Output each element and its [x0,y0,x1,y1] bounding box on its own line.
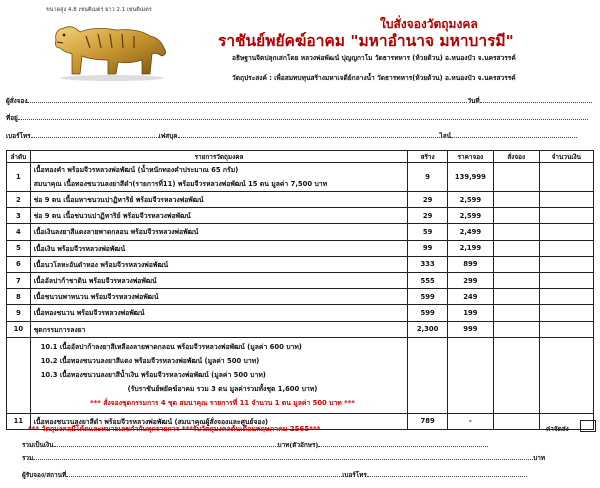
total-figure-field[interactable] [54,440,278,447]
set-details [30,337,408,413]
row-amount-cell[interactable] [539,289,593,305]
line-field[interactable] [451,131,577,138]
set-total-note: (รับราชันย์พยัคฆ์อาคม รวม 3 ตน มูลค่ารวมทั้งชุด 1,600 บาท) [127,385,318,394]
col-header-item: รายการวัตถุมงคล [30,151,408,163]
table-row [7,289,594,305]
main-title: ราชันย์พยัคฆ์อาคม "มหาอำนาจ มหาบารมี" [218,32,514,50]
table-row [7,240,594,256]
table-row [7,163,594,192]
row-item [30,163,408,192]
row-item: เนื้อทองชนวนลงยาสีดำ พร้อมจีวรหลวงพ่อพัฒน์ (สมนาคุณผู้สั่งจองและศูนย์จอง) [30,413,408,429]
shipping-label: ค่าจัดส่ง [546,425,569,433]
orderer-row [6,96,592,106]
table-header-row [7,151,594,163]
row-no: 9 [7,305,31,321]
row-qty: 99 [408,240,448,256]
row-qty: 2,300 [408,321,448,337]
row-order-cell[interactable] [493,192,539,208]
grand-total-field[interactable] [33,453,533,460]
purpose-line: วัตถุประสงค์ : เพื่อสมทบทุนสร้างมหาเจดีย์กลางน้ำ วัดธารทหาร(ห้วยด้วน) อ.หนองบัว จ.นครสวรรค์ [232,74,516,82]
set-promo: *** สั่งจองชุดกรรมการ 4 ชุด สมนาคุณ รายการที่ 11 จำนวน 1 ตน มูลค่า 500 บาท *** [90,399,355,408]
total-words-field[interactable] [318,440,488,447]
row-item: เนื้อชนวนพาหนวน พร้อมจีวรหลวงพ่อพัฒน์ [30,289,408,305]
receiver-label: ผู้รับจอง/สถานที่ [22,471,67,479]
row-amount-cell[interactable] [539,192,593,208]
row-item: เนื้ออัลปาก้าชาดิน พร้อมจีวรหลวงพ่อพัฒน์ [30,272,408,288]
row-price: - [447,413,493,429]
row-qty: 333 [408,256,448,272]
col-header-no: ลำดับ [7,151,31,163]
set-details-no-cell [7,337,31,413]
facebook-field[interactable] [178,131,440,138]
row-amount-cell[interactable] [539,256,593,272]
col-header-price: ราคาจอง [447,151,493,163]
row-item: ชุดกรรมการลงยา [30,321,408,337]
row-qty: 29 [408,208,448,224]
row-item-line1: เนื้อทองคำ พร้อมจีวรหลวงพ่อพัฒน์ (น้ำหนักทองคำประมาณ 65 กรัม) [33,166,239,174]
col-header-order: สั่งจอง [493,151,539,163]
baht-words-label: บาท(ตัวอักษร) [277,441,319,449]
set-item: 10.3 เนื้อทองชนวนลงยาสีน้ำเงิน พร้อมจีวรหลวงพ่อพัฒน์ (มูลค่า 500 บาท) [40,371,266,380]
row-price: 2,499 [447,224,493,240]
orderer-field[interactable] [27,96,467,103]
row-qty: 789 [408,413,448,429]
row-price: 199 [447,305,493,321]
total-in-words-label: รวมเป็นเงิน [22,441,54,449]
row-order-cell[interactable] [493,289,539,305]
address-field[interactable] [18,113,588,120]
address-label: ที่อยู่ [6,114,18,122]
tiger-amulet-image [46,18,174,82]
row-item: เนื้อนวโลหะอันดำหอง พร้อมจีวรหลวงพ่อพัฒน์ [30,256,408,272]
row-order-cell[interactable] [493,163,539,192]
baht-label: บาท [533,454,546,462]
row-no: 6 [7,256,31,272]
row-order-cell[interactable] [493,208,539,224]
phone-label: เบอร์โทร [6,132,31,140]
order-table [6,150,594,430]
row-no: 2 [7,192,31,208]
col-header-qty: สร้าง [408,151,448,163]
line-label: ไลน์ [439,132,452,140]
row-price: 139,999 [447,163,493,192]
row-price: 999 [447,321,493,337]
set-details-amount-cell [539,337,593,413]
row-amount-cell[interactable] [539,321,593,337]
set-details-qty-cell [408,337,448,413]
code-notice: *** วัตถุมงคลมีโค้ดและหมายเลขกำกับทุกรายการ ***รับวัตถุมงคลต้นเดือนพฤษภาคม 2565*** [28,425,321,433]
receiver-row [22,470,527,480]
table-row [7,224,594,240]
table-row [7,256,594,272]
row-price: 899 [447,256,493,272]
shipping-field[interactable] [580,420,596,432]
row-order-cell[interactable] [493,321,539,337]
set-details-price-cell [447,337,493,413]
row-no: 8 [7,289,31,305]
row-qty: 555 [408,272,448,288]
row-item-line2: สมนาคุณ เนื้อทองชนวนลงยาสีดำ(รายการที่11) พร้อมจีวรหลวงพ่อพัฒน์ 15 ตน มูลค่า 7,500 บาท [33,180,328,188]
row-no: 3 [7,208,31,224]
receiver-phone-field[interactable] [367,470,527,477]
form-title: ใบสั่งจองวัตถุมงคล [380,17,478,31]
receiver-field[interactable] [66,470,342,477]
row-item: ช่อ 9 ตน เนื้อชนวนปาฏิหาริย์ พร้อมจีวรหลวงพ่อพัฒน์ [30,208,408,224]
col-header-amount: จำนวนเงิน [539,151,593,163]
row-order-cell[interactable] [493,256,539,272]
row-qty: 29 [408,192,448,208]
table-row [7,192,594,208]
orderer-label: ผู้สั่งจอง [6,97,28,105]
row-item: เนื้อเงินลงยาสีแดงลายพาดกลอน พร้อมจีวรหลวงพ่อพัฒน์ [30,224,408,240]
row-item: ช่อ 9 ตน เนื้อมหาชนวนปาฏิหาริย์ พร้อมจีวรหลวงพ่อพัฒน์ [30,192,408,208]
date-label: วันที่ [467,97,480,105]
row-order-cell[interactable] [493,272,539,288]
table-row [7,272,594,288]
row-price: 249 [447,289,493,305]
row-price: 2,599 [447,208,493,224]
row-item: เนื้อเงิน พร้อมจีวรหลวงพ่อพัฒน์ [30,240,408,256]
grand-total-row [22,453,545,463]
total-row [22,440,488,450]
consecration-line: อธิษฐานจิตปลุกเสกโดย หลวงพ่อพัฒน์ ปุญญกาโม วัดธารทหาร (ห้วยด้วน) อ.หนองบัว จ.นครสวรรค์ [232,54,516,62]
row-order-cell[interactable] [493,240,539,256]
total-label: รวม [22,454,34,462]
set-details-row [7,337,594,413]
row-amount-cell[interactable] [539,224,593,240]
row-amount-cell[interactable] [539,305,593,321]
row-amount-cell[interactable] [539,240,593,256]
row-no: 1 [7,163,31,192]
phone-field[interactable] [31,131,159,138]
row-qty: 59 [408,224,448,240]
row-amount-cell[interactable] [539,163,593,192]
address-row [6,113,588,123]
row-no: 10 [7,321,31,337]
row-no: 5 [7,240,31,256]
date-field[interactable] [480,96,592,103]
table-row [7,208,594,224]
row-qty: 599 [408,289,448,305]
row-order-cell[interactable] [493,305,539,321]
row-price: 2,599 [447,192,493,208]
table-row [7,305,594,321]
row-item: เนื้อทองชนวน พร้อมจีวรหลวงพ่อพัฒน์ [30,305,408,321]
row-price: 2,199 [447,240,493,256]
row-price: 299 [447,272,493,288]
row-order-cell[interactable] [493,413,539,429]
facebook-label: เฟสบุค [158,132,178,140]
contact-row [6,131,577,141]
row-no: 11 [7,413,31,429]
table-row [7,321,594,337]
row-qty: 9 [408,163,448,192]
row-order-cell[interactable] [493,224,539,240]
row-no: 4 [7,224,31,240]
set-item: 10.1 เนื้ออัลปาก้าลงยาสีเหลืองลายพาดกลอน พร้อมจีวรหลวงพ่อพัฒน์ (มูลค่า 600 บาท) [40,343,302,352]
row-qty: 599 [408,305,448,321]
set-item: 10.2 เนื้อทองชนวนลงยาสีแดง พร้อมจีวรหลวงพ่อพัฒน์ (มูลค่า 500 บาท) [40,357,260,366]
set-details-order-cell [493,337,539,413]
row-no: 7 [7,272,31,288]
size-note: ขนาดสูง 4.8 เซนติเมตร ยาว 2.1 เซนติเมตร [46,7,152,13]
row-amount-cell[interactable] [539,208,593,224]
receiver-phone-label: เบอร์โทร [342,471,367,479]
row-amount-cell[interactable] [539,272,593,288]
